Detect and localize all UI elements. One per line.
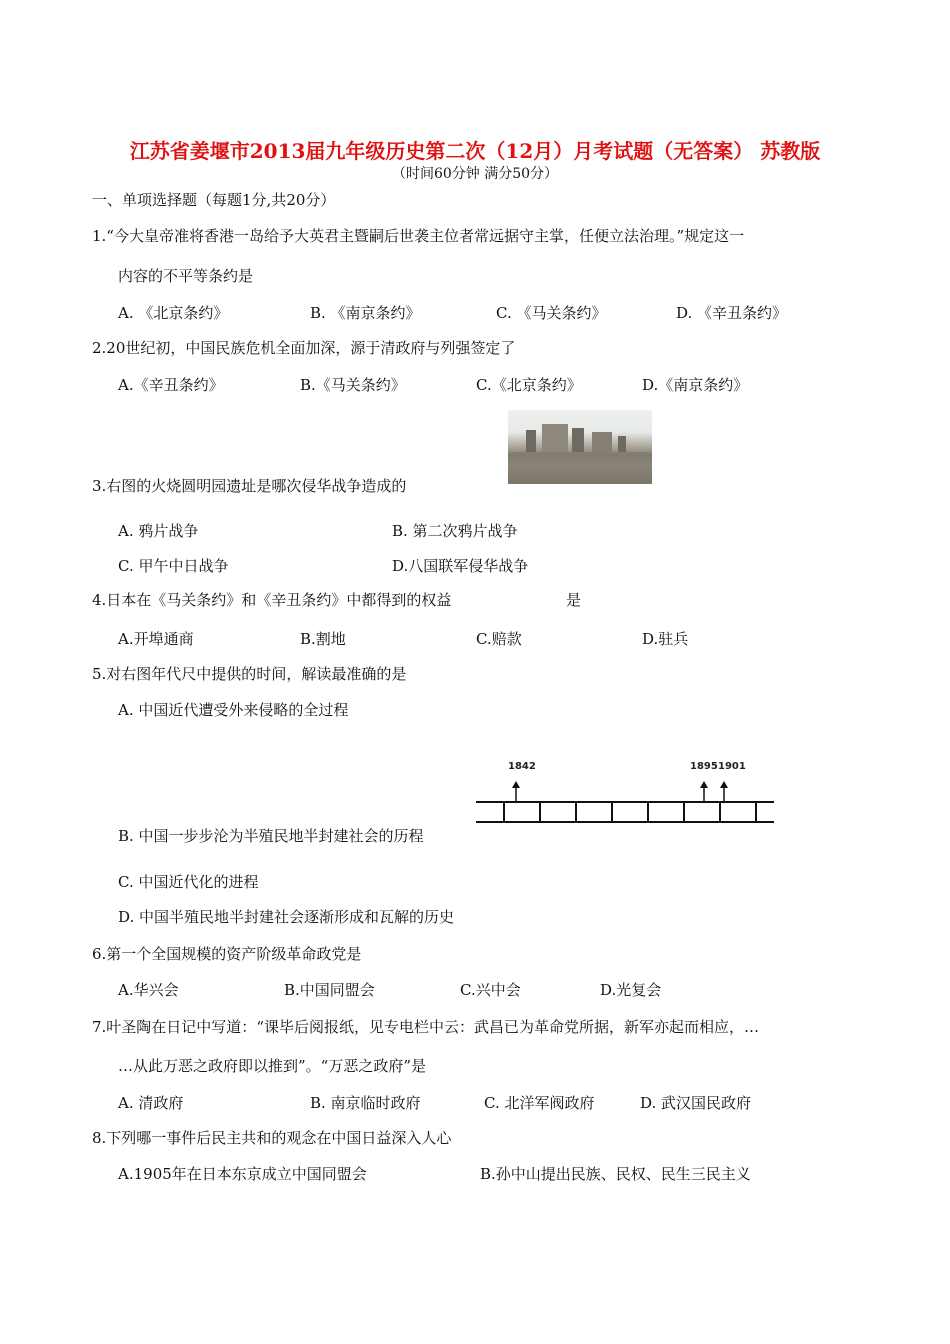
question-8-stem: 8.下列哪一事件后民主共和的观念在中国日益深入人心 [92, 1129, 452, 1147]
timeline-label-1901: 1901 [718, 761, 746, 772]
question-2-option-a: A.《辛丑条约》 [118, 376, 224, 394]
question-1-stem: 1.“今大皇帝准将香港一岛给予大英君主暨嗣后世袭主位者常远据守主掌，任便立法治理。”规定这一 [92, 227, 745, 245]
question-8-option-b: B.孙中山提出民族、民权、民生三民主义 [480, 1165, 751, 1183]
question-2-option-c: C.《北京条约》 [476, 376, 582, 394]
question-5-stem: 5.对右图年代尺中提供的时间，解读最准确的是 [92, 665, 407, 683]
question-7-option-d: D. 武汉国民政府 [640, 1094, 752, 1112]
question-6-option-d: D.光复会 [600, 981, 662, 999]
question-1-option-a: A. 《北京条约》 [118, 304, 229, 322]
question-6-option-a: A.华兴会 [118, 981, 179, 999]
question-6-option-c: C.兴中会 [460, 981, 521, 999]
question-5-option-b: B. 中国一步步沦为半殖民地半封建社会的历程 [118, 827, 424, 845]
question-3-option-b: B. 第二次鸦片战争 [392, 522, 518, 540]
question-7-stem-cont: …从此万恶之政府即以推到”。“万恶之政府”是 [118, 1057, 427, 1075]
question-5-option-a: A. 中国近代遭受外来侵略的全过程 [118, 701, 349, 719]
question-2-option-d: D.《南京条约》 [642, 376, 749, 394]
question-6-option-b: B.中国同盟会 [284, 981, 375, 999]
question-1-option-b: B. 《南京条约》 [310, 304, 421, 322]
question-4-stem-tail: 是 [566, 591, 582, 609]
question-6-stem: 6.第一个全国规模的资产阶级革命政党是 [92, 945, 362, 963]
question-3-option-d: D.八国联军侵华战争 [392, 557, 529, 575]
question-8-option-a: A.1905年在日本东京成立中国同盟会 [118, 1165, 367, 1183]
exam-info: （时间60分钟 满分50分） [391, 166, 559, 182]
question-3-option-c: C. 甲午中日战争 [118, 557, 229, 575]
question-7-option-a: A. 清政府 [118, 1094, 184, 1112]
question-3-option-a: A. 鸦片战争 [118, 522, 199, 540]
question-7-option-c: C. 北洋军阀政府 [484, 1094, 595, 1112]
question-7-option-b: B. 南京临时政府 [310, 1094, 421, 1112]
question-4-option-d: D.驻兵 [642, 630, 689, 648]
timeline-label-1895: 1895 [690, 761, 718, 772]
question-2-stem: 2.20世纪初，中国民族危机全面加深，源于清政府与列强签定了 [92, 339, 516, 357]
question-5-option-c: C. 中国近代化的进程 [118, 873, 259, 891]
question-3-stem: 3.右图的火烧圆明园遗址是哪次侵华战争造成的 [92, 477, 407, 495]
question-5-option-d: D. 中国半殖民地半封建社会逐渐形成和瓦解的历史 [118, 908, 455, 926]
yuanmingyuan-ruins-photo [508, 410, 652, 484]
question-7-stem: 7.叶圣陶在日记中写道：“课毕后阅报纸，见专电栏中云：武昌已为革命党所据，新军亦起而相应，… [92, 1018, 759, 1036]
question-1-stem-cont: 内容的不平等条约是 [118, 267, 254, 285]
question-1-option-c: C. 《马关条约》 [496, 304, 607, 322]
question-4-option-a: A.开埠通商 [118, 630, 194, 648]
question-4-stem: 4.日本在《马关条约》和《辛丑条约》中都得到的权益 [92, 591, 452, 609]
question-2-option-b: B.《马关条约》 [300, 376, 406, 394]
question-4-option-b: B.割地 [300, 630, 346, 648]
timeline-chart [468, 738, 780, 830]
timeline-label-1842: 1842 [508, 761, 536, 772]
page-title: 江苏省姜堰市2013届九年级历史第二次（12月）月考试题（无答案） 苏教版 [129, 139, 821, 163]
question-1-option-d: D. 《辛丑条约》 [676, 304, 788, 322]
section-heading: 一、单项选择题（每题1分,共20分） [92, 191, 336, 209]
question-4-option-c: C.赔款 [476, 630, 522, 648]
